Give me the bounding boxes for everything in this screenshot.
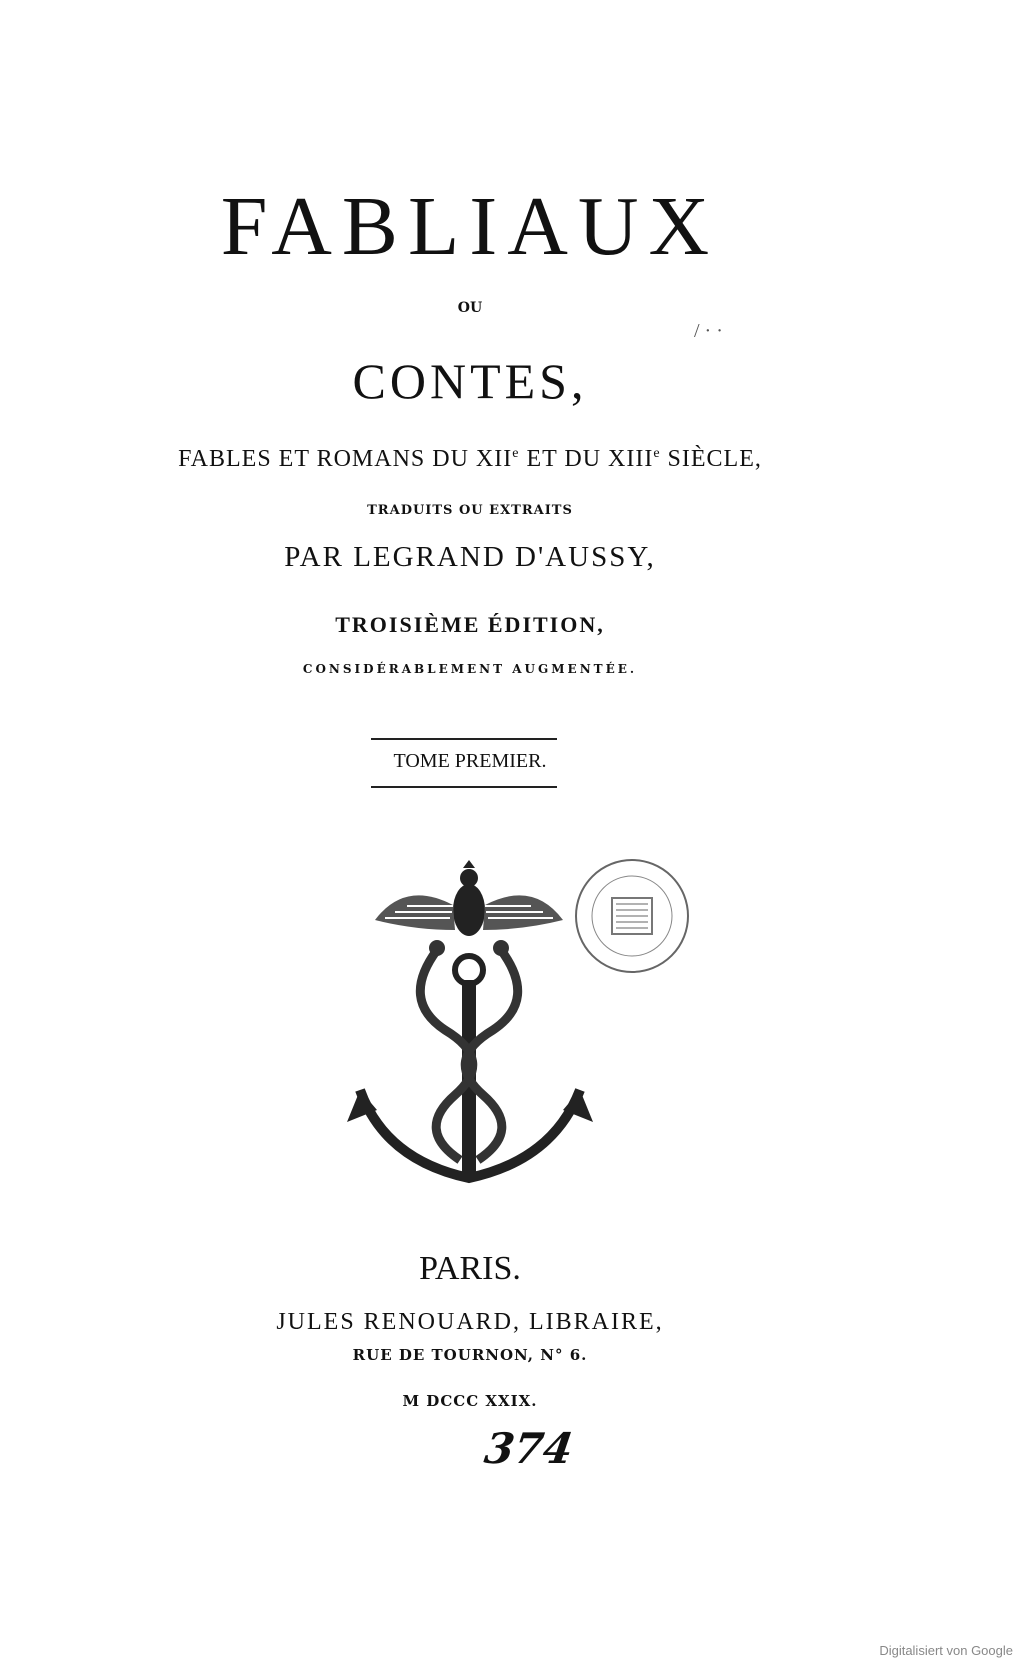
author-line: PAR LEGRAND D'AUSSY, [284, 541, 656, 573]
volume-label: TOME PREMIER. [393, 750, 547, 772]
library-stamp [574, 858, 690, 974]
digitization-credit: Digitalisiert von Google [879, 1643, 1013, 1658]
pencil-marks: / · · [694, 320, 723, 342]
traduits-line: TRADUITS OU EXTRAITS [367, 503, 573, 518]
address: RUE DE TOURNON, N° 6. [352, 1346, 588, 1364]
book-subtitle: CONTES, [352, 353, 588, 409]
edition-line: TROISIÈME ÉDITION, [335, 612, 605, 637]
conjunction-ou: OU [457, 300, 483, 316]
book-title: FABLIAUX [220, 180, 720, 273]
city: PARIS. [419, 1250, 521, 1287]
description-line: FABLES ET ROMANS DU XIIe ET DU XIIIe SIÈCLE, [178, 446, 762, 472]
top-rule [371, 738, 557, 740]
handwritten-number: 374 [481, 1424, 577, 1473]
publication-year: M DCCC XXIX. [402, 1392, 538, 1410]
publisher: JULES RENOUARD, LIBRAIRE, [276, 1309, 664, 1335]
bottom-rule [371, 786, 557, 788]
augmented-line: CONSIDÉRABLEMENT AUGMENTÉE. [302, 662, 638, 676]
caduceus-anchor-vignette [345, 860, 595, 1190]
